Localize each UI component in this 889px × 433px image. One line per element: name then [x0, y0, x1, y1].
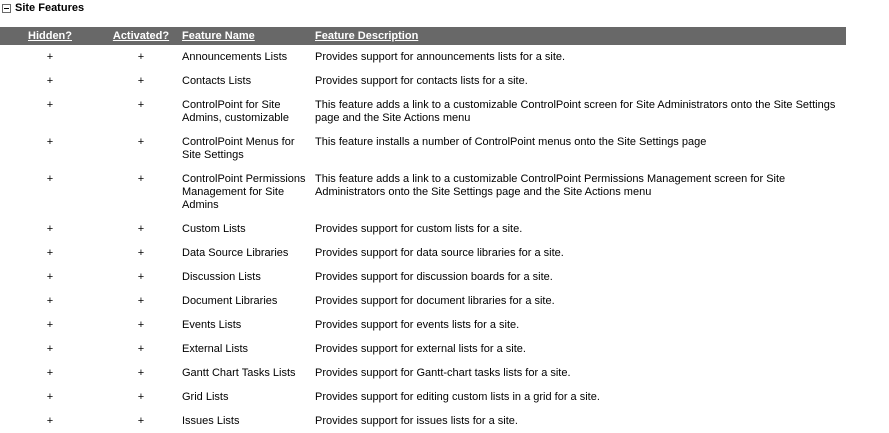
hidden-flag: + [46, 415, 54, 427]
hidden-flag: + [46, 173, 54, 185]
feature-description: Provides support for announcements lists for a site. [315, 51, 566, 63]
feature-description: Provides support for contacts lists for a site. [315, 75, 528, 87]
feature-description: Provides support for discussion boards for a site. [315, 271, 553, 283]
table-row [0, 289, 846, 313]
column-header-hidden[interactable]: Hidden? [0, 27, 100, 45]
hidden-flag: + [46, 367, 54, 379]
column-header-feature-name[interactable]: Feature Name [182, 27, 315, 45]
feature-name: Contacts Lists [182, 75, 252, 87]
table-row [0, 313, 846, 337]
feature-name: Gantt Chart Tasks Lists [182, 367, 296, 379]
table-header-row [0, 27, 846, 45]
table-row [0, 409, 846, 433]
page-title: Site Features [15, 2, 85, 14]
feature-name: External Lists [182, 343, 249, 355]
activated-flag: + [137, 136, 145, 148]
hidden-flag: + [46, 247, 54, 259]
hidden-flag: + [46, 271, 54, 283]
table-row [0, 167, 846, 217]
hidden-flag: + [46, 75, 54, 87]
activated-flag: + [137, 391, 145, 403]
feature-description: Provides support for data source libraries for a site. [315, 247, 564, 259]
feature-name: Data Source Libraries [182, 247, 289, 259]
feature-description: Provides support for issues lists for a site. [315, 415, 518, 427]
activated-flag: + [137, 99, 145, 111]
feature-description: Provides support for document libraries for a site. [315, 295, 555, 307]
collapse-icon[interactable] [2, 4, 11, 13]
activated-flag: + [137, 271, 145, 283]
column-header-feature-description[interactable]: Feature Description [315, 27, 846, 45]
hidden-flag: + [46, 343, 54, 355]
table-row [0, 241, 846, 265]
table-row [0, 385, 846, 409]
table-body [0, 45, 846, 433]
activated-flag: + [137, 173, 145, 185]
feature-name: ControlPoint for Site Admins, customizable [182, 99, 289, 124]
activated-flag: + [137, 415, 145, 427]
feature-description: Provides support for external lists for a site. [315, 343, 526, 355]
table-row [0, 217, 846, 241]
hidden-flag: + [46, 319, 54, 331]
feature-name: Grid Lists [182, 391, 229, 403]
features-table [0, 27, 846, 433]
table-row [0, 93, 846, 130]
feature-description: Provides support for events lists for a site. [315, 319, 520, 331]
table-row [0, 337, 846, 361]
feature-description: Provides support for Gantt-chart tasks lists for a site. [315, 367, 571, 379]
feature-name: Discussion Lists [182, 271, 261, 283]
table-row [0, 69, 846, 93]
activated-flag: + [137, 343, 145, 355]
hidden-flag: + [46, 99, 54, 111]
table-row [0, 265, 846, 289]
activated-flag: + [137, 223, 145, 235]
feature-description: Provides support for editing custom lists in a grid for a site. [315, 391, 600, 403]
feature-name: ControlPoint Menus for Site Settings [182, 136, 295, 161]
hidden-flag: + [46, 136, 54, 148]
hidden-flag: + [46, 295, 54, 307]
feature-description: This feature adds a link to a customizable ControlPoint screen for Site Administrators onto the Site Settings page and the Site Actions menu [315, 99, 836, 124]
minus-glyph [4, 8, 9, 9]
activated-flag: + [137, 51, 145, 63]
activated-flag: + [137, 75, 145, 87]
section-header [0, 0, 889, 14]
activated-flag: + [137, 319, 145, 331]
column-header-activated[interactable]: Activated? [100, 27, 182, 45]
feature-name: Issues Lists [182, 415, 240, 427]
feature-name: ControlPoint Permissions Management for Site Admins [182, 173, 306, 211]
hidden-flag: + [46, 51, 54, 63]
feature-name: Events Lists [182, 319, 242, 331]
feature-name: Document Libraries [182, 295, 278, 307]
table-row [0, 361, 846, 385]
activated-flag: + [137, 367, 145, 379]
feature-description: Provides support for custom lists for a site. [315, 223, 523, 235]
table-row [0, 130, 846, 167]
hidden-flag: + [46, 391, 54, 403]
feature-name: Custom Lists [182, 223, 246, 235]
activated-flag: + [137, 247, 145, 259]
feature-description: This feature adds a link to a customizable ControlPoint Permissions Management screen for Site Administrators onto the Site Settings page and the Site Actions menu [315, 173, 786, 198]
table-row [0, 45, 846, 69]
feature-name: Announcements Lists [182, 51, 288, 63]
hidden-flag: + [46, 223, 54, 235]
activated-flag: + [137, 295, 145, 307]
feature-description: This feature installs a number of ControlPoint menus onto the Site Settings page [315, 136, 707, 148]
